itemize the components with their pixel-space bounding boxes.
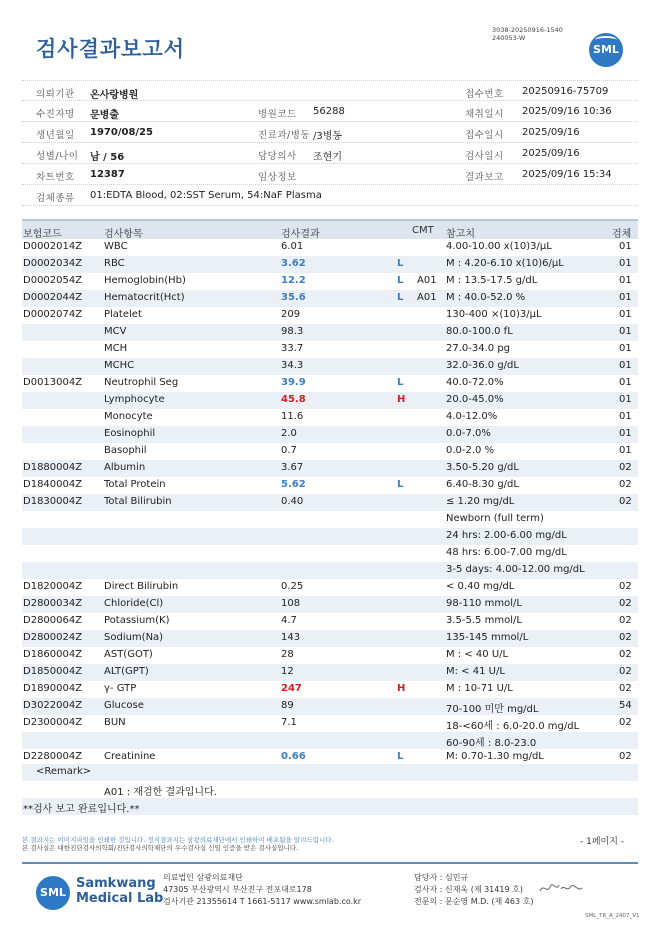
cell-reference: M: < 41 U/L <box>446 666 505 677</box>
cell-flag: L <box>397 377 404 388</box>
cell-insurance-code: D2280004Z <box>23 751 83 762</box>
table-row <box>22 392 638 409</box>
remark-section <box>22 764 638 815</box>
cell-specimen: 01 <box>619 377 632 388</box>
cell-result: 3.62 <box>281 258 306 269</box>
cell-specimen: 01 <box>619 326 632 337</box>
cell-test-item: Hematocrit(Hct) <box>104 292 185 303</box>
cell-reference: 40.0-72.0% <box>446 377 504 388</box>
cell-flag: L <box>397 479 404 490</box>
cell-specimen: 02 <box>619 581 632 592</box>
cell-specimen: 01 <box>619 241 632 252</box>
cell-test-item: Total Protein <box>104 479 166 490</box>
cell-specimen: 01 <box>619 343 632 354</box>
cell-flag: L <box>397 292 404 303</box>
sml-logo: SML <box>589 33 623 67</box>
document-id-line2: 240053-W <box>492 34 526 42</box>
cell-specimen: 01 <box>619 360 632 371</box>
info-label: 생년월일 <box>36 130 75 141</box>
cell-reference: 3-5 days: 4.00-12.00 mg/dL <box>446 564 585 575</box>
cell-test-item: MCHC <box>104 360 135 371</box>
cell-result: 5.62 <box>281 479 306 490</box>
cell-result: 0.7 <box>281 445 297 456</box>
cell-result: 108 <box>281 598 301 609</box>
cell-specimen: 02 <box>619 632 632 643</box>
info-label: 병원코드 <box>258 109 297 120</box>
cell-result: 34.3 <box>281 360 304 371</box>
table-row <box>22 630 638 647</box>
cell-specimen: 02 <box>619 462 632 473</box>
table-row <box>22 256 638 273</box>
cell-result: 6.01 <box>281 241 304 252</box>
cell-test-item: γ- GTP <box>104 683 137 694</box>
table-row <box>22 358 638 375</box>
cell-result: 39.9 <box>281 377 306 388</box>
cell-test-item: Neutrophil Seg <box>104 377 179 388</box>
cell-specimen: 02 <box>619 598 632 609</box>
cell-test-item: Hemoglobin(Hb) <box>104 275 186 286</box>
cell-result: 143 <box>281 632 301 643</box>
cell-result: 4.7 <box>281 615 297 626</box>
cell-reference: ≤ 1.20 mg/dL <box>446 496 515 507</box>
table-row <box>22 545 638 562</box>
cell-result: 209 <box>281 309 301 320</box>
cell-reference: 20.0-45.0% <box>446 394 504 405</box>
info-label: 임상정보 <box>258 172 297 183</box>
patient-info-section <box>22 80 638 206</box>
cell-reference: 4.0-12.0% <box>446 411 498 422</box>
cell-insurance-code: D2800024Z <box>23 632 83 643</box>
info-value: /3병동 <box>313 131 343 142</box>
info-value: 조현기 <box>313 152 342 163</box>
info-value: 1970/08/25 <box>90 127 153 138</box>
cell-specimen: 54 <box>619 700 632 711</box>
info-label: 채취일시 <box>465 109 504 120</box>
table-row <box>22 239 638 256</box>
cell-reference: 3.50-5.20 g/dL <box>446 462 519 473</box>
cell-insurance-code: D1820004Z <box>23 581 83 592</box>
table-row <box>22 715 638 732</box>
cell-specimen: 02 <box>619 496 632 507</box>
info-value: 온사랑병원 <box>90 90 139 101</box>
cell-insurance-code: D2300004Z <box>23 717 83 728</box>
cell-insurance-code: D1850004Z <box>23 666 83 677</box>
info-value: 2025/09/16 15:34 <box>522 169 612 180</box>
info-row <box>22 164 638 185</box>
remark-complete-row <box>22 798 638 815</box>
footer-brand <box>76 876 163 906</box>
cell-result: 11.6 <box>281 411 304 422</box>
cell-test-item: Potassium(K) <box>104 615 170 626</box>
table-row <box>22 613 638 630</box>
cell-reference: M : 40.0-52.0 % <box>446 292 526 303</box>
footer-organization <box>163 872 361 908</box>
info-row-specimen <box>22 185 638 206</box>
cell-reference: M : 4.20-6.10 x(10)6/μL <box>446 258 564 269</box>
table-row <box>22 511 638 528</box>
table-row <box>22 290 638 307</box>
cell-cmt: A01 <box>417 275 437 286</box>
footer-staff <box>414 872 533 908</box>
table-row <box>22 528 638 545</box>
info-row <box>22 101 638 122</box>
cell-insurance-code: D0002014Z <box>23 241 83 252</box>
table-row <box>22 664 638 681</box>
remark-a01-row <box>22 781 638 798</box>
cell-flag: H <box>397 394 406 405</box>
cell-specimen: 02 <box>619 751 632 762</box>
cell-reference: 4.00-10.00 x(10)3/μL <box>446 241 552 252</box>
cell-cmt: A01 <box>417 292 437 303</box>
table-row <box>22 579 638 596</box>
cell-test-item: Eosinophil <box>104 428 156 439</box>
table-row <box>22 375 638 392</box>
cell-flag: L <box>397 751 404 762</box>
cell-specimen: 02 <box>619 683 632 694</box>
header-insurance-code: 보험코드 <box>23 229 62 240</box>
cell-test-item: Lymphocyte <box>104 394 165 405</box>
table-row <box>22 426 638 443</box>
table-row <box>22 443 638 460</box>
cell-insurance-code: D0002034Z <box>23 258 83 269</box>
cell-reference: 18-<60세 : 6.0-20.0 mg/dL <box>446 721 580 732</box>
cell-insurance-code: D1890004Z <box>23 683 83 694</box>
header-test-item: 검사항목 <box>104 229 143 240</box>
cell-reference: 48 hrs: 6.00-7.00 mg/dL <box>446 547 567 558</box>
remark-a01: A01 : 재검한 결과입니다. <box>104 787 217 798</box>
cell-reference: M : 13.5-17.5 g/dL <box>446 275 538 286</box>
cell-result: 0.25 <box>281 581 304 592</box>
notice <box>22 836 334 852</box>
table-row <box>22 307 638 324</box>
cell-reference: 32.0-36.0 g/dL <box>446 360 519 371</box>
cell-test-item: Albumin <box>104 462 146 473</box>
cell-result: 12.2 <box>281 275 306 286</box>
cell-insurance-code: D0002044Z <box>23 292 83 303</box>
table-row <box>22 324 638 341</box>
header-cmt: CMT <box>412 225 434 236</box>
cell-specimen: 01 <box>619 309 632 320</box>
table-row <box>22 341 638 358</box>
cell-specimen: 02 <box>619 615 632 626</box>
org-contact: 검사기관 21355614 T 1661-5117 www.smlab.co.kr <box>163 897 362 906</box>
cell-specimen: 02 <box>619 649 632 660</box>
notice-line2: 본 검사실은 대한진단검사의학회/진단검사의학재단의 우수검사실 신임 인증을 받은 검사실입니다. <box>22 844 299 852</box>
table-header <box>22 219 638 239</box>
cell-reference: M : < 40 U/L <box>446 649 509 660</box>
table-row <box>22 647 638 664</box>
table-row <box>22 494 638 511</box>
cell-test-item: RBC <box>104 258 125 269</box>
cell-result: 45.8 <box>281 394 306 405</box>
cell-specimen: 02 <box>619 666 632 677</box>
staff-examiner: 검사자 : 신재욱 (제 31419 호) <box>414 885 523 894</box>
header-reference: 참고치 <box>446 229 475 240</box>
info-value: 56288 <box>313 106 345 117</box>
cell-result: 0.66 <box>281 751 306 762</box>
cell-reference: 6.40-8.30 g/dL <box>446 479 519 490</box>
header-specimen: 검체 <box>612 229 632 240</box>
cell-test-item: Sodium(Na) <box>104 632 164 643</box>
brand-line1: Samkwang <box>76 876 156 891</box>
cell-insurance-code: D0002054Z <box>23 275 83 286</box>
cell-specimen: 01 <box>619 394 632 405</box>
info-label: 성별/나이 <box>36 151 79 162</box>
results-table <box>22 219 638 766</box>
cell-reference: 98-110 mmol/L <box>446 598 522 609</box>
cell-reference: 130-400 ×(10)3/μL <box>446 309 542 320</box>
specimen-label: 검체종류 <box>36 193 75 204</box>
cell-test-item: WBC <box>104 241 128 252</box>
cell-reference: 70-100 미만 mg/dL <box>446 704 539 715</box>
cell-test-item: Monocyte <box>104 411 153 422</box>
cell-reference: 80.0-100.0 fL <box>446 326 513 337</box>
cell-specimen: 01 <box>619 258 632 269</box>
cell-reference: 27.0-34.0 pg <box>446 343 511 354</box>
staff-manager: 담당자 : 심민규 <box>414 873 469 882</box>
cell-specimen: 01 <box>619 411 632 422</box>
cell-reference: M : 10-71 U/L <box>446 683 513 694</box>
brand-line2: Medical Lab <box>76 891 164 906</box>
info-value: 12387 <box>90 169 125 180</box>
info-label: 접수번호 <box>465 89 504 100</box>
cell-reference: 60-90세 : 8.0-23.0 <box>446 738 537 749</box>
cell-reference: 3.5-5.5 mmol/L <box>446 615 522 626</box>
info-value: 2025/09/16 10:36 <box>522 106 612 117</box>
table-row <box>22 409 638 426</box>
cell-reference: < 0.40 mg/dL <box>446 581 515 592</box>
cell-reference: M: 0.70-1.30 mg/dL <box>446 751 544 762</box>
table-body <box>22 239 638 766</box>
remark-label-row <box>22 764 638 781</box>
table-row <box>22 273 638 290</box>
cell-insurance-code: D1830004Z <box>23 496 83 507</box>
signature-icon <box>538 880 584 896</box>
cell-test-item: Direct Bilirubin <box>104 581 179 592</box>
cell-reference: 135-145 mmol/L <box>446 632 529 643</box>
form-id: SML_TR_A_2407_V1 <box>585 913 640 919</box>
info-label: 결과보고 <box>465 172 504 183</box>
document-id <box>492 26 563 42</box>
cell-result: 35.6 <box>281 292 306 303</box>
org-address: 47305 부산광역시 부산진구 전포대로178 <box>163 885 312 894</box>
cell-test-item: BUN <box>104 717 126 728</box>
cell-test-item: Total Bilirubin <box>104 496 172 507</box>
info-row <box>22 143 638 164</box>
info-value: 문병출 <box>90 110 119 121</box>
cell-reference: Newborn (full term) <box>446 513 544 524</box>
cell-specimen: 01 <box>619 275 632 286</box>
cell-flag: L <box>397 275 404 286</box>
info-value: 2025/09/16 <box>522 148 580 159</box>
table-row <box>22 698 638 715</box>
cell-result: 247 <box>281 683 302 694</box>
cell-test-item: MCH <box>104 343 128 354</box>
info-value: 2025/09/16 <box>522 127 580 138</box>
cell-test-item: ALT(GPT) <box>104 666 149 677</box>
table-row <box>22 681 638 698</box>
info-row <box>22 80 638 101</box>
cell-insurance-code: D1860004Z <box>23 649 83 660</box>
info-label: 접수일시 <box>465 130 504 141</box>
cell-result: 2.0 <box>281 428 297 439</box>
page-number: - 1페이지 - <box>580 837 625 847</box>
info-value: 남 / 56 <box>90 152 125 163</box>
cell-result: 89 <box>281 700 294 711</box>
cell-test-item: AST(GOT) <box>104 649 153 660</box>
cell-specimen: 01 <box>619 428 632 439</box>
staff-specialist: 전문의 : 문순영 M.D. (제 463 호) <box>414 897 534 906</box>
cell-result: 3.67 <box>281 462 304 473</box>
footer-sml-logo: SML <box>36 876 70 910</box>
info-label: 차트번호 <box>36 172 75 183</box>
cell-test-item: Creatinine <box>104 751 156 762</box>
cell-test-item: Glucose <box>104 700 144 711</box>
remark-complete: **검사 보고 완료입니다.** <box>23 804 140 815</box>
notice-line1: 본 결과지는 이미지파일을 인쇄한 것입니다. 정식결과지는 삼광의료재단에서 인쇄하여 배포됨을 알려드립니다. <box>22 836 334 844</box>
cell-insurance-code: D3022004Z <box>23 700 83 711</box>
specimen-value: 01:EDTA Blood, 02:SST Serum, 54:NaF Plasma <box>90 190 322 201</box>
cell-insurance-code: D0013004Z <box>23 377 83 388</box>
cell-result: 98.3 <box>281 326 304 337</box>
cell-result: 0.40 <box>281 496 304 507</box>
cell-reference: 0.0-7.0% <box>446 428 491 439</box>
info-label: 진료과/병동 <box>258 130 311 141</box>
info-label: 의뢰기관 <box>36 89 75 100</box>
cell-specimen: 01 <box>619 292 632 303</box>
cell-result: 12 <box>281 666 294 677</box>
table-row <box>22 732 638 749</box>
table-row <box>22 596 638 613</box>
cell-insurance-code: D1840004Z <box>23 479 83 490</box>
cell-result: 7.1 <box>281 717 297 728</box>
info-label: 검사일시 <box>465 151 504 162</box>
info-value: 20250916-75709 <box>522 86 609 97</box>
cell-reference: 24 hrs: 2.00-6.00 mg/dL <box>446 530 567 541</box>
cell-test-item: Basophil <box>104 445 147 456</box>
page-title: 검사결과보고서 <box>36 37 186 61</box>
cell-specimen: 01 <box>619 445 632 456</box>
cell-test-item: Chloride(Cl) <box>104 598 164 609</box>
cell-result: 33.7 <box>281 343 304 354</box>
cell-insurance-code: D1880004Z <box>23 462 83 473</box>
cell-specimen: 02 <box>619 717 632 728</box>
cell-reference: 0.0-2.0 % <box>446 445 495 456</box>
document-id-line1: 3038-20250916-1540 <box>492 26 563 34</box>
table-row <box>22 477 638 494</box>
cell-specimen: 02 <box>619 479 632 490</box>
cell-insurance-code: D2800064Z <box>23 615 83 626</box>
info-label: 수진자명 <box>36 109 75 120</box>
cell-flag: H <box>397 683 406 694</box>
info-row <box>22 122 638 143</box>
table-row <box>22 460 638 477</box>
header-result: 검사결과 <box>281 229 320 240</box>
cell-insurance-code: D0002074Z <box>23 309 83 320</box>
footer-divider <box>22 862 638 864</box>
info-label: 담당의사 <box>258 151 297 162</box>
remark-label: <Remark> <box>36 766 92 777</box>
cell-flag: L <box>397 258 404 269</box>
table-row <box>22 562 638 579</box>
cell-result: 28 <box>281 649 294 660</box>
cell-test-item: Platelet <box>104 309 142 320</box>
cell-insurance-code: D2800034Z <box>23 598 83 609</box>
org-name: 의료법인 삼광의료재단 <box>163 873 243 882</box>
cell-test-item: MCV <box>104 326 127 337</box>
